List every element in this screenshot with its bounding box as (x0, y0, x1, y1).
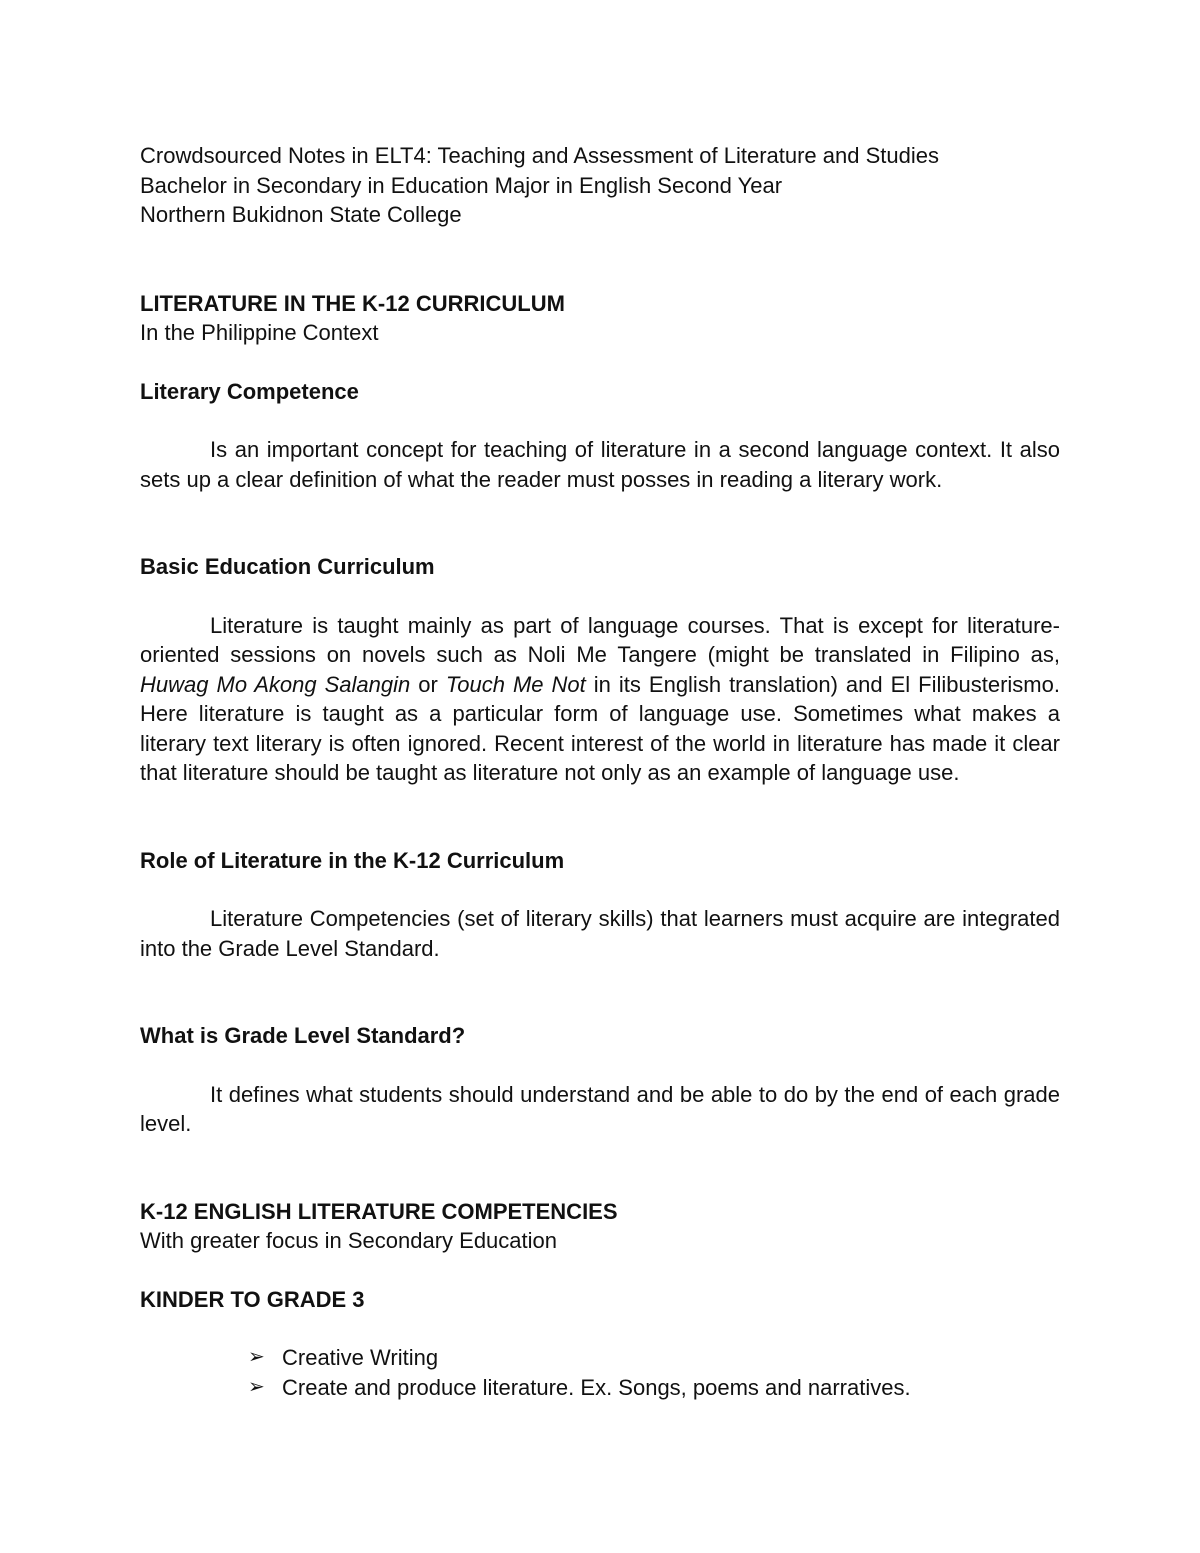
section-heading: What is Grade Level Standard? (140, 1023, 466, 1048)
section-body (140, 611, 1060, 788)
section-body: It defines what students should understand and be able to do by the end of each grade level. (140, 1081, 1060, 1136)
italic-title: Huwag Mo Akong Salangin (140, 671, 411, 697)
section-heading: KINDER TO GRADE 3 (140, 1286, 365, 1312)
list-item (248, 1373, 1060, 1403)
arrow-bullet-icon: ➢ (248, 1346, 265, 1368)
section-role (140, 846, 1060, 964)
section-grade-level (140, 1021, 1060, 1139)
main-title: LITERATURE IN THE K-12 CURRICULUM (140, 290, 565, 316)
list-item-text: Create and produce literature. Ex. Songs, poems and narratives. (282, 1374, 911, 1400)
course-title: Crowdsourced Notes in ELT4: Teaching and Assessment of Literature and Studies (140, 143, 939, 168)
body-text: in its English translation) and El Filibusterismo. Here literature is taught as a particular form of language use. Sometimes what makes a literary text literary is often ignored. Recent interest of the world in literature has made it clear that literature should be taught as literature not only as an example of language use. (140, 671, 1060, 785)
section-subtitle: With greater focus in Secondary Education (140, 1228, 558, 1253)
spacer (140, 230, 1060, 289)
bullet-list (140, 1343, 1060, 1402)
document-page (140, 141, 1060, 1402)
section-heading: Basic Education Curriculum (140, 554, 435, 579)
section-heading: Literary Competence (140, 378, 359, 404)
section-competencies (140, 1197, 1060, 1256)
list-item-text: Creative Writing (282, 1345, 439, 1370)
section-body: Literature Competencies (set of literary skills) that learners must acquire are integrated into the Grade Level Standard. (140, 906, 1060, 961)
main-title-block (140, 289, 1060, 348)
arrow-bullet-icon: ➢ (248, 1375, 265, 1398)
italic-title: Touch Me Not (445, 671, 586, 697)
school-name: Northern Bukidnon State College (140, 202, 462, 227)
section-basic-education (140, 552, 1060, 788)
program-line: Bachelor in Secondary in Education Major in English Second Year (140, 172, 783, 198)
document-header (140, 141, 1060, 230)
section-literary-competence (140, 377, 1060, 495)
body-text: or (410, 671, 446, 697)
body-text: Literature is taught mainly as part of language courses. That is except for literature-oriented sessions on novels such as Noli Me Tangere (might be translated in Filipino as, (140, 612, 1060, 667)
section-body: Is an important concept for teaching of literature in a second language context. It also sets up a clear definition of what the reader must posses in reading a literary work. (140, 437, 1060, 492)
main-subtitle: In the Philippine Context (140, 320, 379, 345)
list-item (248, 1343, 1060, 1373)
section-heading: K-12 ENGLISH LITERATURE COMPETENCIES (140, 1198, 618, 1224)
section-kinder (140, 1285, 1060, 1403)
section-heading: Role of Literature in the K-12 Curriculum (140, 847, 565, 873)
